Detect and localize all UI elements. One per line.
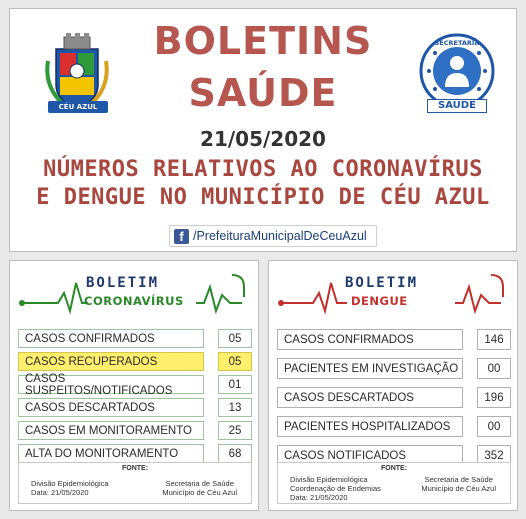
stat-label: CASOS DESCARTADOS [277, 387, 463, 408]
stat-label: ALTA DO MONITORAMENTO [18, 444, 204, 463]
header-panel [9, 8, 517, 252]
stat-value: 196 [477, 387, 511, 408]
stat-row [18, 329, 252, 348]
source-text: Município de Céu Azul [162, 488, 237, 497]
headline-line2: E DENGUE NO MUNICÍPIO DE CÉU AZUL [36, 185, 490, 210]
coronavirus-stats-list [18, 329, 252, 467]
stat-row [277, 358, 511, 379]
source-text: Município de Céu Azul [421, 484, 496, 493]
stat-value: 01 [218, 375, 252, 394]
stat-row [18, 372, 252, 397]
source-text: Coordenação de Endemias [290, 484, 381, 493]
facebook-page-link[interactable] [169, 225, 377, 247]
dengue-bulletin-card [268, 260, 518, 511]
stat-row [277, 387, 511, 408]
source-text: Data: 21/05/2020 [290, 493, 348, 502]
stat-row [18, 398, 252, 417]
source-text: Divisão Epidemiológica [290, 475, 368, 484]
stat-label: CASOS DESCARTADOS [18, 398, 204, 417]
stat-row [18, 444, 252, 463]
stat-label: PACIENTES HOSPITALIZADOS [277, 416, 463, 437]
source-left [31, 479, 109, 497]
source-title: FONTE: [380, 465, 408, 472]
bulletin-subtitle: DENGUE [351, 294, 408, 308]
source-title: FONTE: [121, 465, 149, 472]
stat-value: 68 [218, 444, 252, 463]
source-right [162, 479, 237, 497]
bulletin-title: BOLETIM [86, 275, 160, 291]
source-text: Secretaria de Saúde [165, 479, 234, 488]
svg-text:SECRETARIA: SECRETARIA [434, 39, 480, 47]
page-title-line1: BOLETINS [153, 19, 373, 63]
facebook-page-text: /PrefeituraMunicipalDeCeuAzul [193, 229, 367, 243]
stat-row [277, 416, 511, 437]
stat-label: CASOS RECUPERADOS [18, 352, 204, 371]
source-box [277, 462, 511, 504]
facebook-icon: f [174, 229, 189, 244]
source-right [421, 475, 496, 493]
dengue-stats-list [277, 329, 511, 474]
stat-label: CASOS SUSPEITOS/NOTIFICADOS [18, 375, 204, 394]
stat-value: 05 [218, 329, 252, 348]
stat-label: CASOS CONFIRMADOS [277, 329, 463, 350]
stat-label: CASOS NOTIFICADOS [277, 445, 463, 466]
stat-row-highlighted [18, 352, 252, 371]
stat-value: 00 [477, 416, 511, 437]
coronavirus-bulletin-card [9, 260, 259, 511]
source-text: Data: 21/05/2020 [31, 488, 89, 497]
bulletin-title: BOLETIM [345, 275, 419, 291]
source-box [18, 462, 252, 504]
stat-row [277, 329, 511, 350]
stat-row [18, 421, 252, 440]
stat-value: 352 [477, 445, 511, 466]
stat-label: PACIENTES EM INVESTIGAÇÃO [277, 358, 463, 379]
seal-label: SAÚDE [427, 99, 487, 113]
page-title-line2: SAÚDE [188, 71, 338, 115]
source-text: Divisão Epidemiológica [31, 479, 109, 488]
headline-line1: NÚMEROS RELATIVOS AO CORONAVÍRUS [43, 157, 483, 182]
stat-value: 00 [477, 358, 511, 379]
stat-label: CASOS EM MONITORAMENTO [18, 421, 204, 440]
crest-label: CÉU AZUL [48, 101, 108, 113]
source-left [290, 475, 381, 502]
stat-label: CASOS CONFIRMADOS [18, 329, 204, 348]
stat-value: 146 [477, 329, 511, 350]
bulletin-date: 21/05/2020 [200, 127, 326, 151]
stat-value: 25 [218, 421, 252, 440]
stat-value: 05 [218, 352, 252, 371]
stat-value: 13 [218, 398, 252, 417]
bulletin-subtitle: CORONAVÍRUS [84, 294, 184, 308]
source-text: Secretaria de Saúde [424, 475, 493, 484]
